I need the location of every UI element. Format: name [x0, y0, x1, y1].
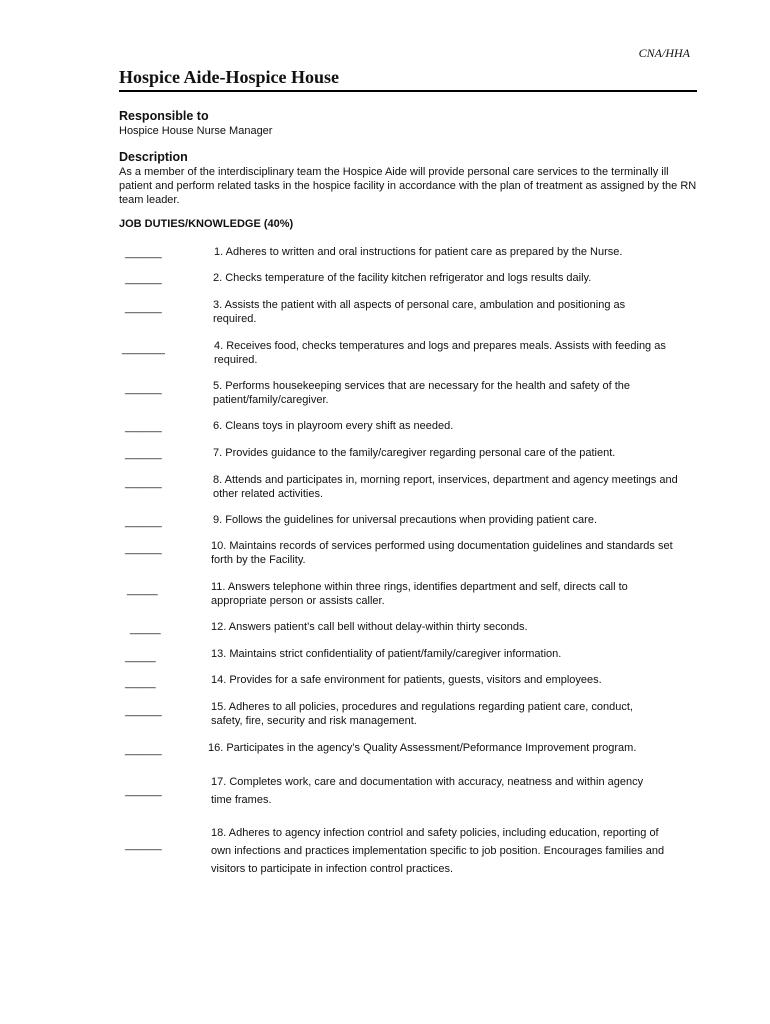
- duty-item: 5. Performs housekeeping services that are necessary for the health and safety of the patient/family/caregiver.: [213, 380, 631, 406]
- initial-blank[interactable]: ______: [125, 273, 162, 285]
- duty-item: 8. Attends and participates in, morning report, inservices, department and agency meetings and other related activities.: [213, 474, 678, 500]
- description-text: As a member of the interdisciplinary team the Hospice Aide will provide personal care services to the terminally ill patient and perform related tasks in the hospice facility in accordance with the plan of treatment as assigned by the RN team leader.: [119, 166, 697, 206]
- duties-heading: JOB DUTIES/KNOWLEDGE (40%): [119, 218, 294, 230]
- initial-blank[interactable]: ______: [125, 477, 162, 489]
- duty-item: 15. Adheres to all policies, procedures and regulations regarding patient care, conduct, safety, fire, security and risk management.: [211, 701, 633, 727]
- initial-blank[interactable]: ______: [125, 744, 162, 756]
- initial-blank[interactable]: ______: [125, 247, 162, 259]
- duty-item: 2. Checks temperature of the facility kitchen refrigerator and logs results daily.: [213, 272, 592, 284]
- initial-blank[interactable]: _____: [127, 584, 158, 596]
- duty-item: 13. Maintains strict confidentiality of patient/family/caregiver information.: [211, 648, 562, 660]
- initial-blank[interactable]: ______: [125, 705, 162, 717]
- initial-blank[interactable]: _____: [125, 677, 156, 689]
- duty-item: 7. Provides guidance to the family/caregiver regarding personal care of the patient.: [213, 447, 616, 459]
- duty-item: 9. Follows the guidelines for universal precautions when providing patient care.: [213, 514, 597, 526]
- duty-item: 16. Participates in the agency’s Quality Assessment/Peformance Improvement program.: [208, 742, 637, 754]
- duty-item: 10. Maintains records of services performed using documentation guidelines and standards set forth by the Facility.: [211, 540, 673, 566]
- initial-blank[interactable]: ______: [125, 839, 162, 851]
- duty-item: 18. Adheres to agency infection contriol and safety policies, including education, reporting of own infections and practices implementation specific to job position. Encourages families and visitors to participate in infection control practices.: [211, 827, 665, 875]
- initial-blank[interactable]: ______: [125, 302, 162, 314]
- initial-blank[interactable]: ______: [125, 421, 162, 433]
- duty-item: 6. Cleans toys in playroom every shift as needed.: [213, 420, 454, 432]
- responsible-heading: Responsible to: [119, 109, 209, 123]
- duty-item: 3. Assists the patient with all aspects of personal care, ambulation and positioning as required.: [213, 299, 626, 325]
- initial-blank[interactable]: _______: [122, 343, 165, 355]
- duty-item: 4. Receives food, checks temperatures and logs and prepares meals. Assists with feeding as required.: [214, 340, 666, 366]
- initial-blank[interactable]: ______: [125, 448, 162, 460]
- header-tag: CNA/HHA: [638, 46, 690, 60]
- initial-blank[interactable]: ______: [125, 383, 162, 395]
- initial-blank[interactable]: _____: [130, 623, 161, 635]
- initial-blank[interactable]: _____: [125, 651, 156, 663]
- description-heading: Description: [119, 150, 188, 164]
- duty-item: 1. Adheres to written and oral instructions for patient care as prepared by the Nurse.: [214, 246, 623, 258]
- initial-blank[interactable]: ______: [125, 516, 162, 528]
- duty-item: 12. Answers patient’s call bell without delay-within thirty seconds.: [211, 621, 528, 633]
- responsible-text: Hospice House Nurse Manager: [119, 125, 273, 137]
- duty-item: 14. Provides for a safe environment for patients, guests, visitors and employees.: [211, 674, 602, 686]
- page-title: Hospice Aide-Hospice House: [119, 67, 697, 92]
- initial-blank[interactable]: ______: [125, 785, 162, 797]
- duty-item: 17. Completes work, care and documentation with accuracy, neatness and within agency time frames.: [211, 776, 644, 806]
- initial-blank[interactable]: ______: [125, 543, 162, 555]
- duty-item: 11. Answers telephone within three rings, identifies department and self, directs call to appropriate person or assists caller.: [211, 581, 628, 607]
